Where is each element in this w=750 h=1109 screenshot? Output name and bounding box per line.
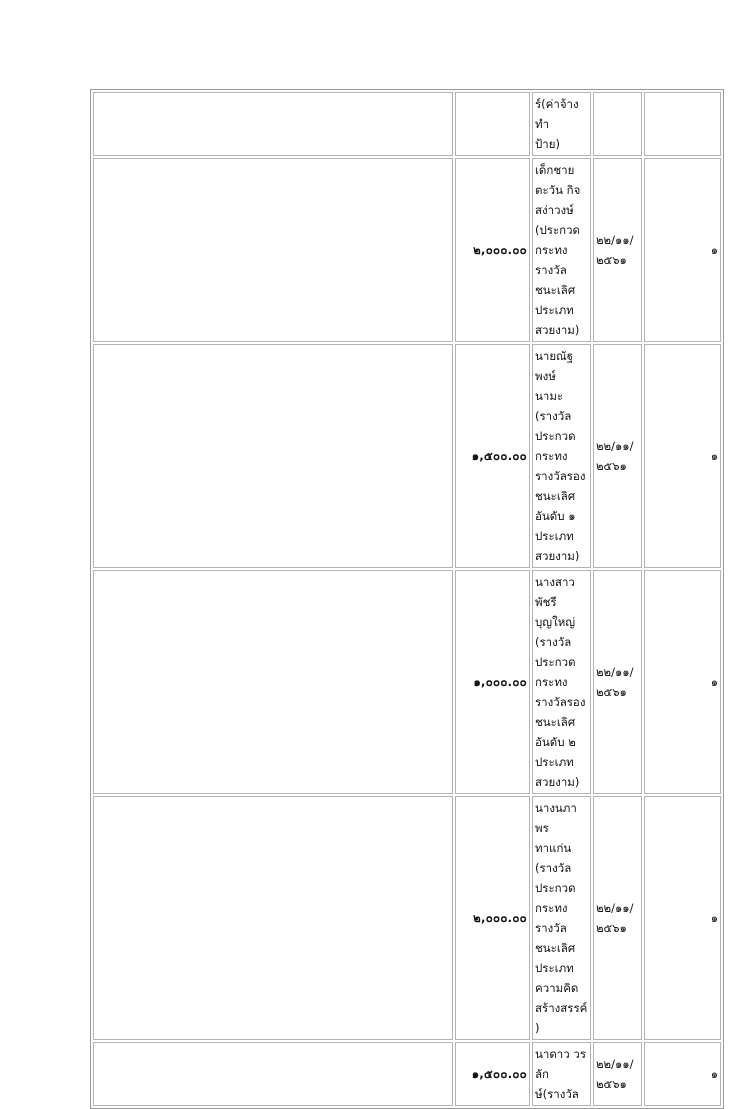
description-cell (532, 158, 591, 342)
description-text: เด็กชาย ตะวัน กิจ สง่าวงษ์ (ประกวด กระทง รางวัล ชนะเลิศ ประเภท สวยงาม) (535, 163, 581, 337)
qty-cell: ๑ (644, 796, 721, 1040)
date-text: ๒๒/๑๑/ ๒๕๖๑ (595, 439, 634, 473)
table-row (93, 796, 721, 1040)
qty-cell: ๑ (644, 344, 721, 568)
date-cell (593, 344, 642, 568)
qty-cell (644, 92, 721, 156)
description-cell (532, 796, 591, 1040)
description-text: นางสาวพัชรี บุญใหญ่ (รางวัล ประกวด กระทง รางวัลรอง ชนะเลิศ อันดับ ๒ ประเภท สวยงาม) (535, 575, 586, 789)
description-cell (532, 570, 591, 794)
description-cell (532, 1042, 591, 1106)
date-cell (593, 92, 642, 156)
table-row (93, 1042, 721, 1106)
amount-cell: ๑,๕๐๐.๐๐ (455, 1042, 530, 1106)
date-text: ๒๒/๑๑/ ๒๕๖๑ (595, 665, 634, 699)
table-row (93, 158, 721, 342)
amount-cell: ๒,๐๐๐.๐๐ (455, 158, 530, 342)
blank-cell (93, 1042, 453, 1106)
date-cell (593, 158, 642, 342)
description-text: นางนภาพร ทาแก่น (รางวัล ประกวด กระทง รางวัล ชนะเลิศ ประเภท ความคิด สร้างสรรค์) (535, 801, 588, 1035)
expense-table (90, 89, 724, 1109)
table-row (93, 92, 721, 156)
blank-cell (93, 344, 453, 568)
blank-cell (93, 570, 453, 794)
amount-cell: ๑,๕๐๐.๐๐ (455, 344, 530, 568)
description-cell (532, 344, 591, 568)
blank-cell (93, 92, 453, 156)
date-text: ๒๒/๑๑/ ๒๕๖๑ (595, 1057, 634, 1091)
description-cell (532, 92, 591, 156)
qty-cell: ๑ (644, 1042, 721, 1106)
amount-cell (455, 92, 530, 156)
table-row (93, 570, 721, 794)
date-cell (593, 1042, 642, 1106)
date-text: ๒๒/๑๑/ ๒๕๖๑ (595, 233, 634, 267)
date-text: ๒๒/๑๑/ ๒๕๖๑ (595, 901, 634, 935)
description-text: นาดาว วร ลักษ์(รางวัล (535, 1047, 586, 1101)
blank-cell (93, 796, 453, 1040)
date-cell (593, 570, 642, 794)
date-cell (593, 796, 642, 1040)
blank-cell (93, 158, 453, 342)
description-text: นายณัฐพงษ์ นามะ (รางวัล ประกวด กระทง รางวัลรอง ชนะเลิศ อันดับ ๑ ประเภท สวยงาม) (535, 349, 586, 563)
amount-cell: ๒,๐๐๐.๐๐ (455, 796, 530, 1040)
qty-cell: ๑ (644, 570, 721, 794)
description-text: ร์(ค่าจ้างทำ ป้าย) (535, 97, 579, 151)
amount-cell: ๑,๐๐๐.๐๐ (455, 570, 530, 794)
qty-cell: ๑ (644, 158, 721, 342)
table-row (93, 344, 721, 568)
